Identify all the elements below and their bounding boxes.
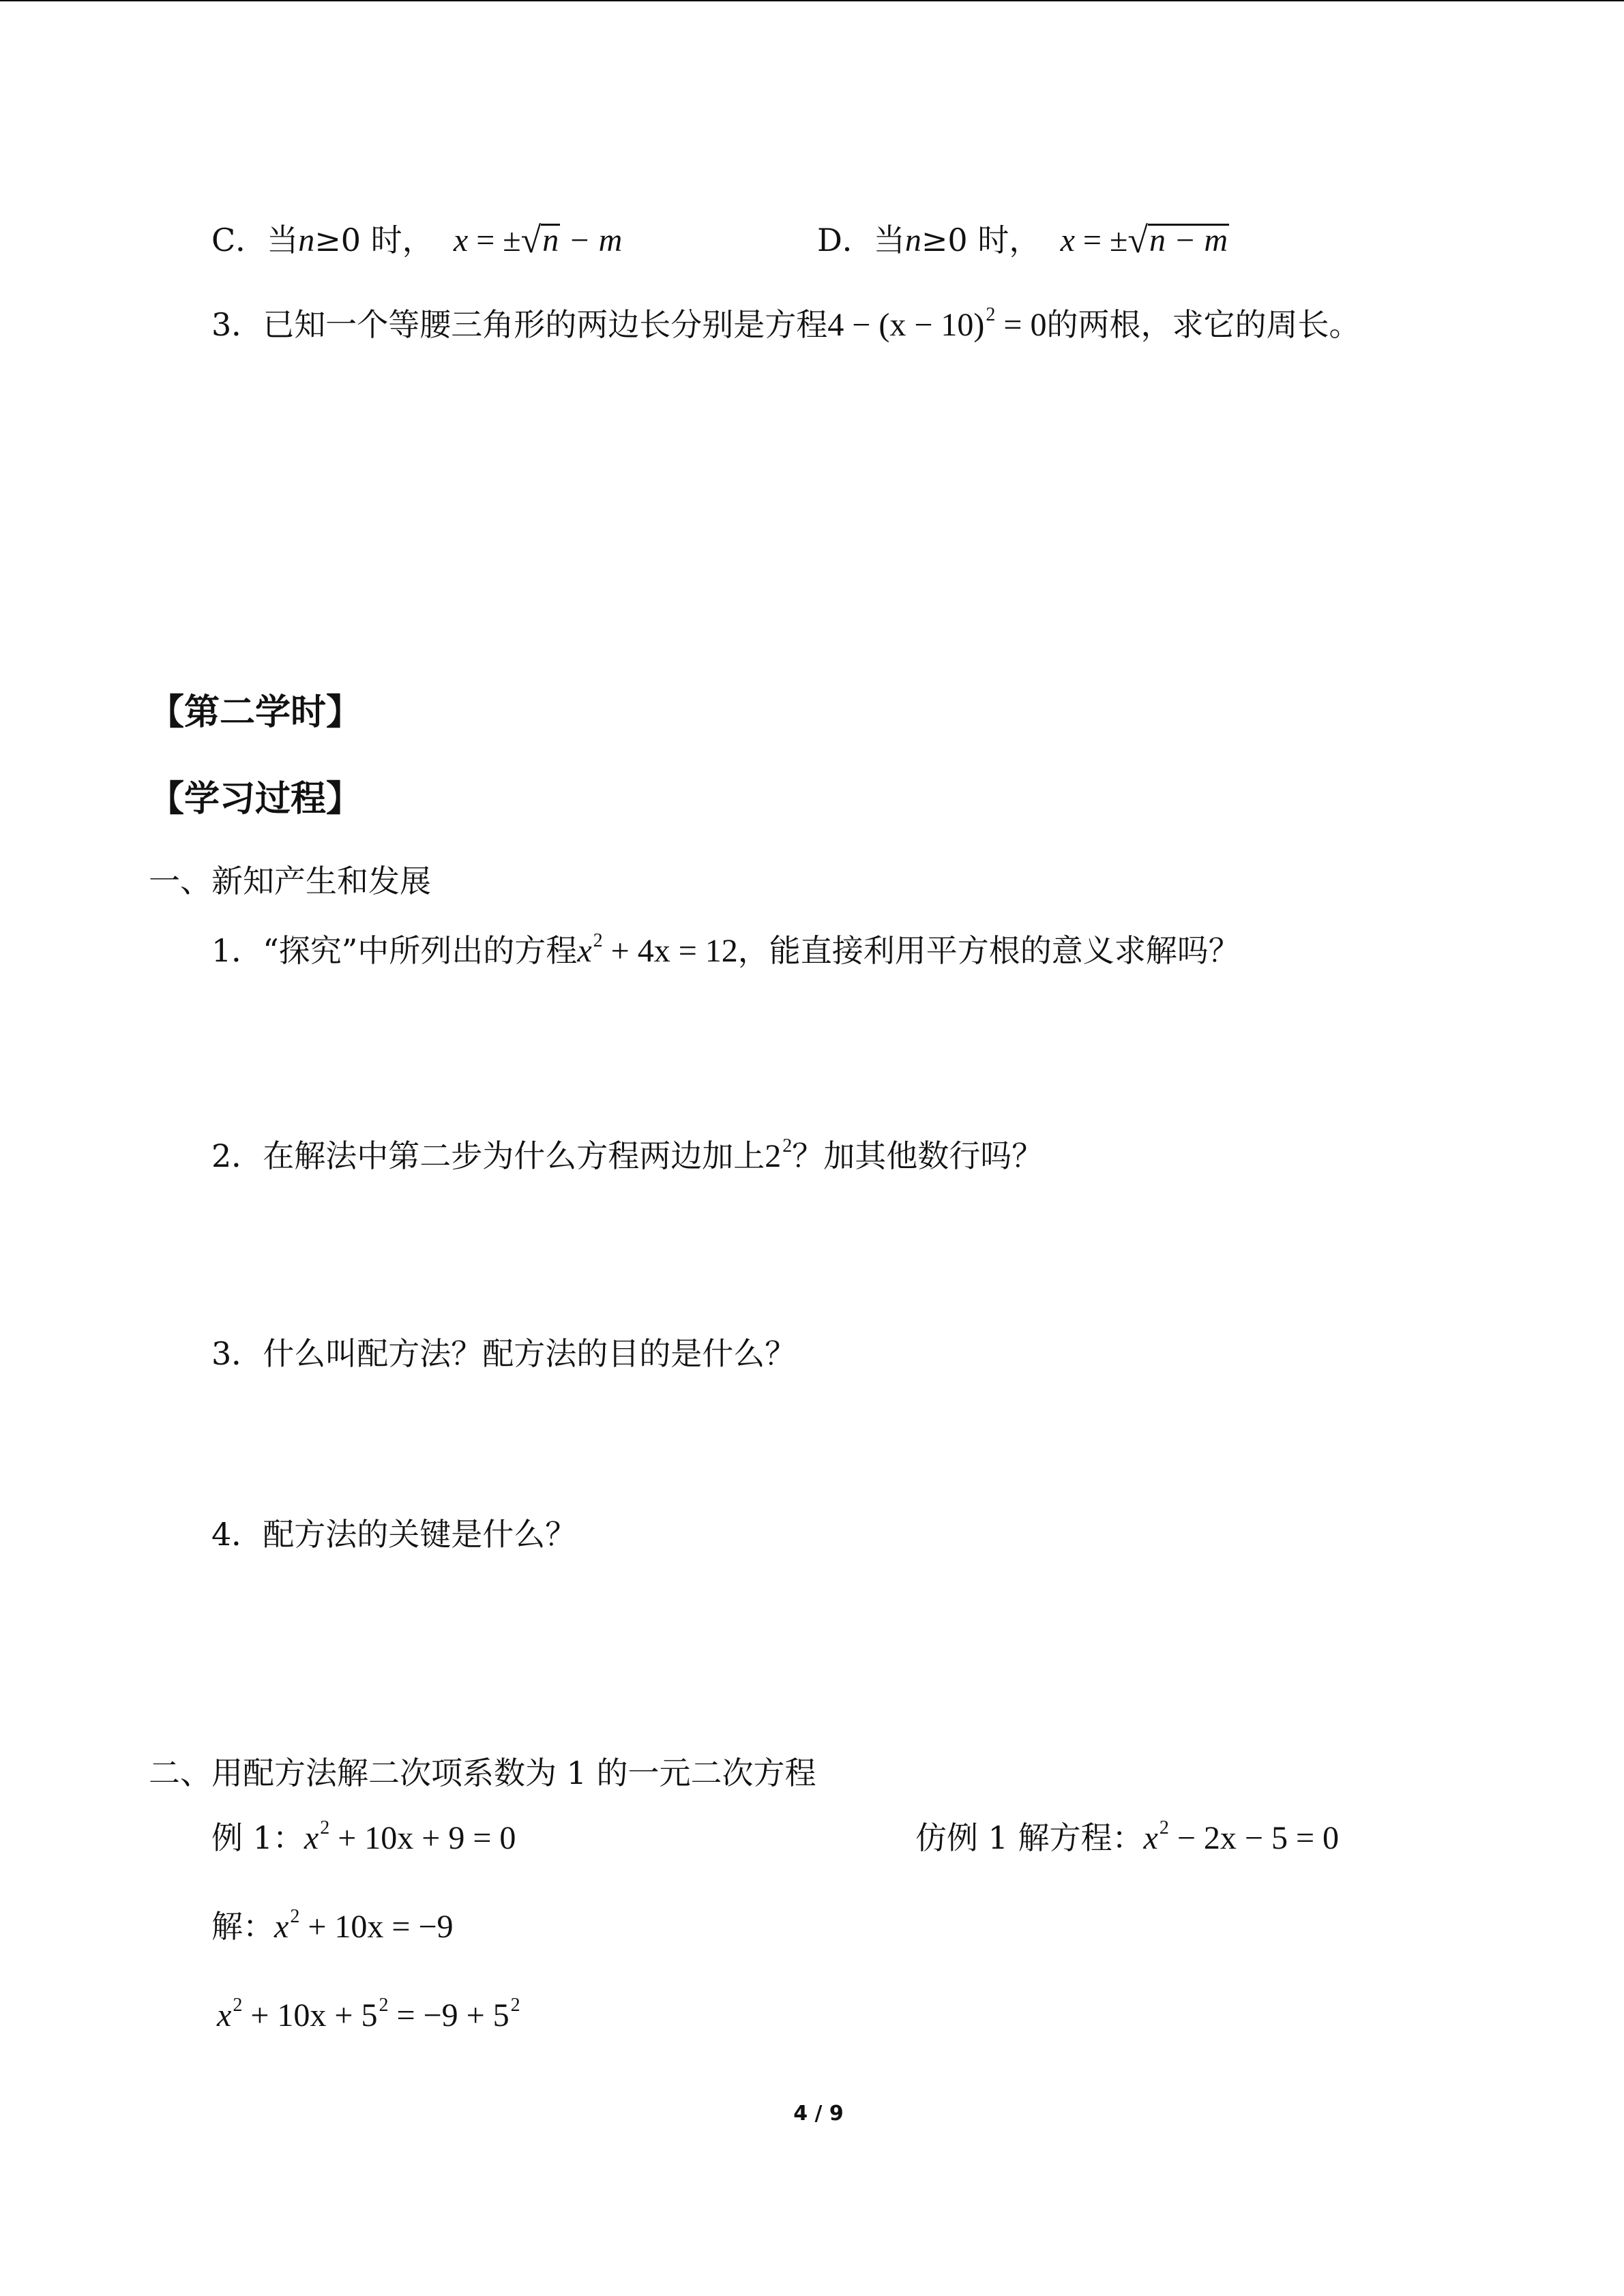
q3-exponent: 2 bbox=[986, 304, 996, 325]
example-1 bbox=[211, 1817, 516, 1864]
question-3-triangle bbox=[211, 304, 1360, 351]
section-1-q3: 3．什么叫配方法？配方法的目的是什么？ bbox=[211, 1335, 797, 1372]
q1-math: x bbox=[577, 933, 592, 969]
option-c-tail: − m bbox=[560, 222, 623, 258]
q2-math: 2 bbox=[765, 1138, 782, 1174]
imitation-example bbox=[915, 1817, 1339, 1864]
step-math-a: x bbox=[217, 1997, 232, 2033]
example-1-math-b: + 10x + 9 = 0 bbox=[329, 1820, 516, 1856]
imitation-label: 仿例 1 解方程： bbox=[915, 1819, 1144, 1856]
option-d-var: n bbox=[904, 222, 921, 258]
q3-text-a: 3．已知一个等腰三角形的两边长分别是方程 bbox=[211, 306, 828, 343]
top-border-line bbox=[0, 0, 1624, 1]
solution-math-a: x bbox=[274, 1909, 289, 1945]
page-number: 4 / 9 bbox=[793, 2102, 844, 2126]
step-exponent-2: 2 bbox=[379, 1995, 389, 2016]
option-c-x: x bbox=[453, 222, 469, 258]
example-1-math-a: x bbox=[304, 1820, 319, 1856]
section-1-q4: 4．配方法的关键是什么？ bbox=[211, 1516, 577, 1553]
step-math-b: + 10x + 5 bbox=[242, 1997, 378, 2033]
q3-math-tail: = 0 bbox=[995, 307, 1047, 343]
option-c-var: n bbox=[298, 222, 315, 258]
solution-label: 解： bbox=[211, 1908, 274, 1945]
q2-text-b: ？加其他数行吗？ bbox=[792, 1137, 1044, 1174]
q3-text-b: 的两根，求它的周长。 bbox=[1046, 306, 1361, 343]
q1-text-b: ，能直接利用平方根的意义求解吗？ bbox=[737, 932, 1240, 969]
q2-text-a: 2．在解法中第二步为什么方程两边加上 bbox=[211, 1137, 765, 1174]
solution-math-b: + 10x = −9 bbox=[299, 1909, 454, 1945]
radical-sign-icon: √ bbox=[520, 220, 542, 260]
imitation-math-a: x bbox=[1143, 1820, 1158, 1856]
option-c-condition: ≥0 时， bbox=[314, 222, 434, 258]
example-1-label: 例 1： bbox=[211, 1819, 304, 1856]
radical-sign-icon: √ bbox=[1127, 220, 1148, 260]
option-c-label: C．当 bbox=[211, 222, 299, 258]
step-exponent-1: 2 bbox=[233, 1995, 243, 2016]
q2-exponent: 2 bbox=[782, 1135, 793, 1157]
step-math-c: = −9 + 5 bbox=[388, 1997, 510, 2033]
option-d-eq: = ± bbox=[1074, 222, 1128, 258]
option-c bbox=[211, 218, 622, 261]
q3-math: 4 − (x − 10) bbox=[827, 307, 985, 343]
q1-exponent: 2 bbox=[593, 930, 603, 951]
q1-math-tail: + 4x = 12 bbox=[602, 933, 738, 969]
option-c-eq: = ± bbox=[468, 222, 521, 258]
imitation-math-b: − 2x − 5 = 0 bbox=[1168, 1820, 1340, 1856]
section-2-title: 二、用配方法解二次项系数为 1 的一元二次方程 bbox=[149, 1755, 816, 1791]
step-exponent-3: 2 bbox=[510, 1995, 520, 2016]
example-1-exponent: 2 bbox=[320, 1817, 330, 1838]
section-1-title: 一、新知产生和发展 bbox=[149, 863, 431, 899]
heading-process: 【学习过程】 bbox=[149, 779, 362, 820]
section-1-q2 bbox=[211, 1135, 1043, 1182]
option-d-x: x bbox=[1060, 222, 1075, 258]
option-c-radicand: n bbox=[542, 222, 559, 258]
solution-exponent: 2 bbox=[290, 1906, 300, 1927]
heading-lesson: 【第二学时】 bbox=[149, 692, 362, 733]
section-1-q1 bbox=[211, 930, 1240, 976]
solution-line-1 bbox=[211, 1906, 454, 1952]
imitation-exponent: 2 bbox=[1159, 1817, 1169, 1838]
q1-text-a: 1．“探究”中所列出的方程 bbox=[211, 932, 578, 969]
option-d-condition: ≥0 时， bbox=[921, 222, 1041, 258]
solution-line-2 bbox=[217, 1995, 520, 2041]
option-d bbox=[817, 218, 1229, 261]
option-d-label: D．当 bbox=[817, 222, 905, 258]
option-d-radicand: n − m bbox=[1149, 222, 1228, 258]
